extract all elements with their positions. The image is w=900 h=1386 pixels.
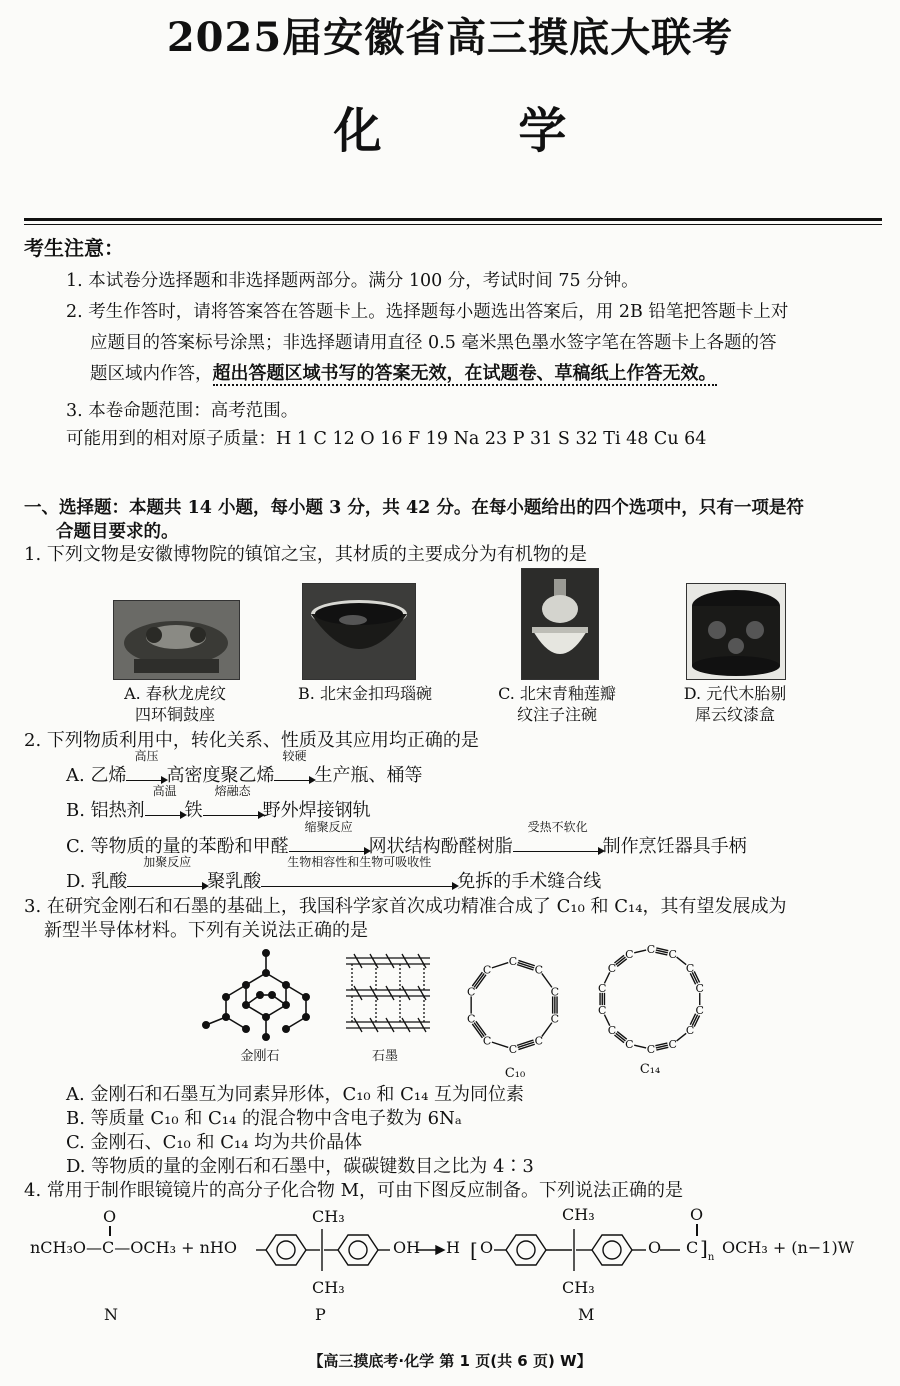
c10-carbon-atom: C: [482, 963, 492, 977]
q2-option-b: [66, 784, 371, 822]
q2-a-arrow1-label: 高压: [134, 749, 159, 763]
c14-carbon-atom: C: [695, 981, 704, 995]
c10-label: C₁₀: [504, 1066, 526, 1081]
c14-ring-diagram: [592, 940, 710, 1058]
bronze-drum-photo: [113, 600, 240, 680]
q1-option-a-line1: A. 春秋龙虎纹: [124, 684, 226, 703]
page-footer: 【高三摸底考·化学 第 1 页(共 6 页) W】: [308, 1352, 592, 1370]
notice-heading: 考生注意：: [24, 236, 124, 260]
q3-option-b: B. 等质量 C₁₀ 和 C₁₄ 的混合物中含电子数为 6Nₐ: [66, 1108, 462, 1129]
q2-a-arrow2: [274, 749, 314, 787]
q2-b-arrow2: [203, 784, 263, 822]
lacquer-box-photo: [686, 583, 786, 680]
c14-carbon-atom: C: [625, 947, 634, 961]
m-methyl-bottom: CH₃: [562, 1278, 595, 1297]
q2-d-part2: 聚乳酸: [207, 871, 262, 892]
q2-c-part2: 网状结构酚醛树脂: [368, 836, 513, 857]
c14-carbon-atom: C: [598, 1004, 607, 1018]
c10-carbon-atom: C: [550, 985, 560, 999]
c14-carbon-atom: C: [607, 961, 617, 975]
c14-carbon-atom: C: [685, 961, 695, 975]
q1-option-a-line2: 四环铜鼓座: [134, 705, 215, 724]
notice-item-3: 3. 本卷命题范围：高考范围。: [66, 401, 299, 421]
diamond-structure-diagram: [200, 945, 320, 1045]
m-carbonyl-bond: [696, 1224, 698, 1236]
q3-stem-line2: 新型半导体材料。下列有关说法正确的是: [44, 920, 368, 941]
n-carbonyl-bond: [109, 1226, 111, 1236]
agate-bowl-photo: [302, 583, 416, 680]
q2-b-part3: 野外焊接钢轨: [262, 800, 371, 821]
m-left-bracket: [: [470, 1238, 478, 1262]
q1-option-c-caption: [482, 683, 632, 725]
q1-option-d-line1: D. 元代木胎剔: [683, 684, 787, 703]
c14-carbon-atom: C: [695, 1004, 704, 1018]
c14-carbon-atom: C: [598, 981, 607, 995]
c10-carbon-atom: C: [550, 1012, 560, 1026]
m-end-hydrogen: H: [446, 1238, 460, 1257]
q2-b-arrow1-label: 高温: [152, 784, 177, 798]
q2-d-part3: 免拆的手术缝合线: [457, 871, 602, 892]
equation-right: OCH₃ + (n−1)W: [722, 1238, 855, 1257]
m-methyl-top: CH₃: [562, 1205, 595, 1224]
agate-bowl-image: [303, 584, 415, 679]
notice-item-1: 1. 本试卷分选择题和非选择题两部分。满分 100 分，考试时间 75 分钟。: [66, 271, 639, 291]
c14-bond: [634, 950, 646, 953]
n-carbonyl-oxygen: O: [103, 1207, 117, 1226]
c10-carbon-atom: C: [534, 963, 544, 977]
q3-option-a: A. 金刚石和石墨互为同素异形体，C₁₀ 和 C₁₄ 互为同位素: [66, 1084, 525, 1105]
q1-stem: 1. 下列文物是安徽博物院的镇馆之宝，其材质的主要成分为有机物的是: [24, 544, 587, 565]
q2-c-arrow2: [513, 820, 603, 858]
label-p: P: [315, 1305, 326, 1324]
label-n: N: [104, 1305, 118, 1324]
bronze-drum-image: [114, 601, 239, 679]
graphite-structure-diagram: [340, 948, 436, 1040]
label-m: M: [578, 1305, 595, 1324]
diamond-label: 金刚石: [240, 1049, 280, 1064]
p-methyl-bottom: CH₃: [312, 1278, 345, 1297]
equation-left: nCH₃O—C—OCH₃ + nHO: [30, 1238, 237, 1257]
q2-d-arrow1-label: 加聚反应: [143, 855, 192, 869]
q4-stem: 4. 常用于制作眼镜镜片的高分子化合物 M，可由下图反应制备。下列说法正确的是: [24, 1180, 684, 1201]
m-oxygen-left: O: [480, 1238, 494, 1257]
q1-option-b-line1: B. 北宋金扣玛瑙碗: [298, 684, 432, 703]
c10-carbon-atom: C: [482, 1034, 492, 1048]
c14-label: C₁₄: [639, 1062, 661, 1077]
notice-item-2-line1: 2. 考生作答时，请将答案答在答题卡上。选择题每小题选出答案后，用 2B 铅笔把答题卡上对: [66, 302, 789, 322]
q2-d-arrow1: [127, 855, 207, 893]
c14-carbon-atom: C: [625, 1038, 634, 1052]
section-1-line1: 一、选择题：本题共 14 小题，每小题 3 分，共 42 分。在每小题给出的四个选项中，只有一项是符: [24, 498, 804, 518]
q1-option-d-caption: [660, 683, 810, 725]
q2-c-arrow1-label: 缩聚反应: [304, 820, 353, 834]
q1-option-c-line2: 纹注子注碗: [516, 705, 597, 724]
q2-a-part3: 生产瓶、桶等: [314, 765, 423, 786]
q1-option-c-line1: C. 北宋青釉莲瓣: [498, 684, 616, 703]
c10-carbon-atom: C: [508, 1043, 518, 1056]
c10-carbon-atom: C: [508, 955, 518, 968]
atomic-masses: 可能用到的相对原子质量：H 1 C 12 O 16 F 19 Na 23 P 31 S 32 Ti 48 Cu 64: [66, 429, 707, 449]
m-carbonyl-oxygen: O: [690, 1205, 704, 1224]
exam-title: 2025届安徽省高三摸底大联考: [166, 14, 734, 61]
notice-item-2-line2: 应题目的答案标号涂黑；非选择题请用直径 0.5 毫米黑色墨水签字笔在答题卡上各题的答: [90, 333, 777, 353]
c14-carbon-atom: C: [646, 943, 656, 956]
c14-carbon-atom: C: [607, 1024, 617, 1038]
c14-bond: [677, 1033, 687, 1041]
q2-a-part2: 高密度聚乙烯: [166, 765, 275, 786]
graphite-label: 石墨: [371, 1049, 398, 1064]
section-1-line2: 合题目要求的。: [56, 522, 179, 542]
q3-option-c: C. 金刚石、C₁₀ 和 C₁₄ 均为共价晶体: [66, 1132, 363, 1153]
c14-bond: [634, 1045, 646, 1048]
p-hydroxyl: OH: [393, 1238, 421, 1257]
q2-d-arrow2: [261, 855, 457, 893]
m-oxygen-right: O: [648, 1238, 662, 1257]
subject-title: 化 学: [333, 103, 627, 159]
c10-bond: [492, 1042, 508, 1047]
c10-ring-diagram: [458, 950, 568, 1060]
c10-carbon-atom: C: [534, 1034, 544, 1048]
q2-stem: 2. 下列物质利用中，转化关系、性质及其应用均正确的是: [24, 730, 479, 751]
q2-a-part1: A. 乙烯: [66, 765, 127, 786]
m-carbonyl-carbon: C: [686, 1238, 699, 1257]
header-rule-thin: [24, 224, 882, 225]
c10-bond: [492, 963, 508, 968]
q2-b-part1: B. 铝热剂: [66, 800, 145, 821]
q3-stem-line1: 3. 在研究金刚石和石墨的基础上，我国科学家首次成功精准合成了 C₁₀ 和 C₁₄，其有望发展成为: [24, 896, 787, 917]
c14-carbon-atom: C: [685, 1024, 695, 1038]
c14-carbon-atom: C: [646, 1043, 656, 1056]
m-right-bracket: ]$_n$: [700, 1236, 715, 1263]
c10-carbon-atom: C: [466, 1012, 476, 1026]
notice-item-2-line3: [90, 363, 717, 385]
q2-a-arrow2-label: 较硬: [282, 749, 307, 763]
q2-d-arrow2-label: 生物相容性和生物可吸收性: [287, 855, 432, 869]
c14-carbon-atom: C: [668, 1038, 677, 1052]
celadon-ewer-photo: [521, 568, 599, 680]
q2-b-arrow2-label: 熔融态: [214, 784, 251, 798]
q2-c-part1: C. 等物质的量的苯酚和甲醛: [66, 836, 289, 857]
q1-option-a-caption: [100, 683, 250, 725]
q2-c-part3: 制作烹饪器具手柄: [602, 836, 747, 857]
lacquer-box-image: [687, 584, 785, 679]
c10-carbon-atom: C: [466, 985, 476, 999]
q1-option-d-line2: 犀云纹漆盒: [694, 705, 775, 724]
c14-bond: [677, 957, 687, 965]
q3-option-d: D. 等物质的量的金刚石和石墨中，碳碳键数目之比为 4∶3: [66, 1156, 534, 1177]
p-methyl-top: CH₃: [312, 1207, 345, 1226]
header-rule-thick: [24, 218, 882, 221]
q2-c-arrow2-label: 受热不软化: [527, 820, 588, 834]
c14-carbon-atom: C: [668, 947, 677, 961]
celadon-ewer-image: [522, 569, 598, 679]
q2-b-arrow1: [145, 784, 185, 822]
q2-b-part2: 铁: [184, 800, 203, 821]
notice-item-2-line3-emphasis: 超出答题区域书写的答案无效，在试题卷、草稿纸上作答无效。: [212, 363, 717, 384]
q2-d-part1: D. 乳酸: [66, 871, 128, 892]
q1-option-b-caption: [280, 683, 450, 704]
notice-item-2-line3-plain: 题区域内作答，: [90, 364, 213, 384]
q2-option-d: [66, 855, 602, 893]
